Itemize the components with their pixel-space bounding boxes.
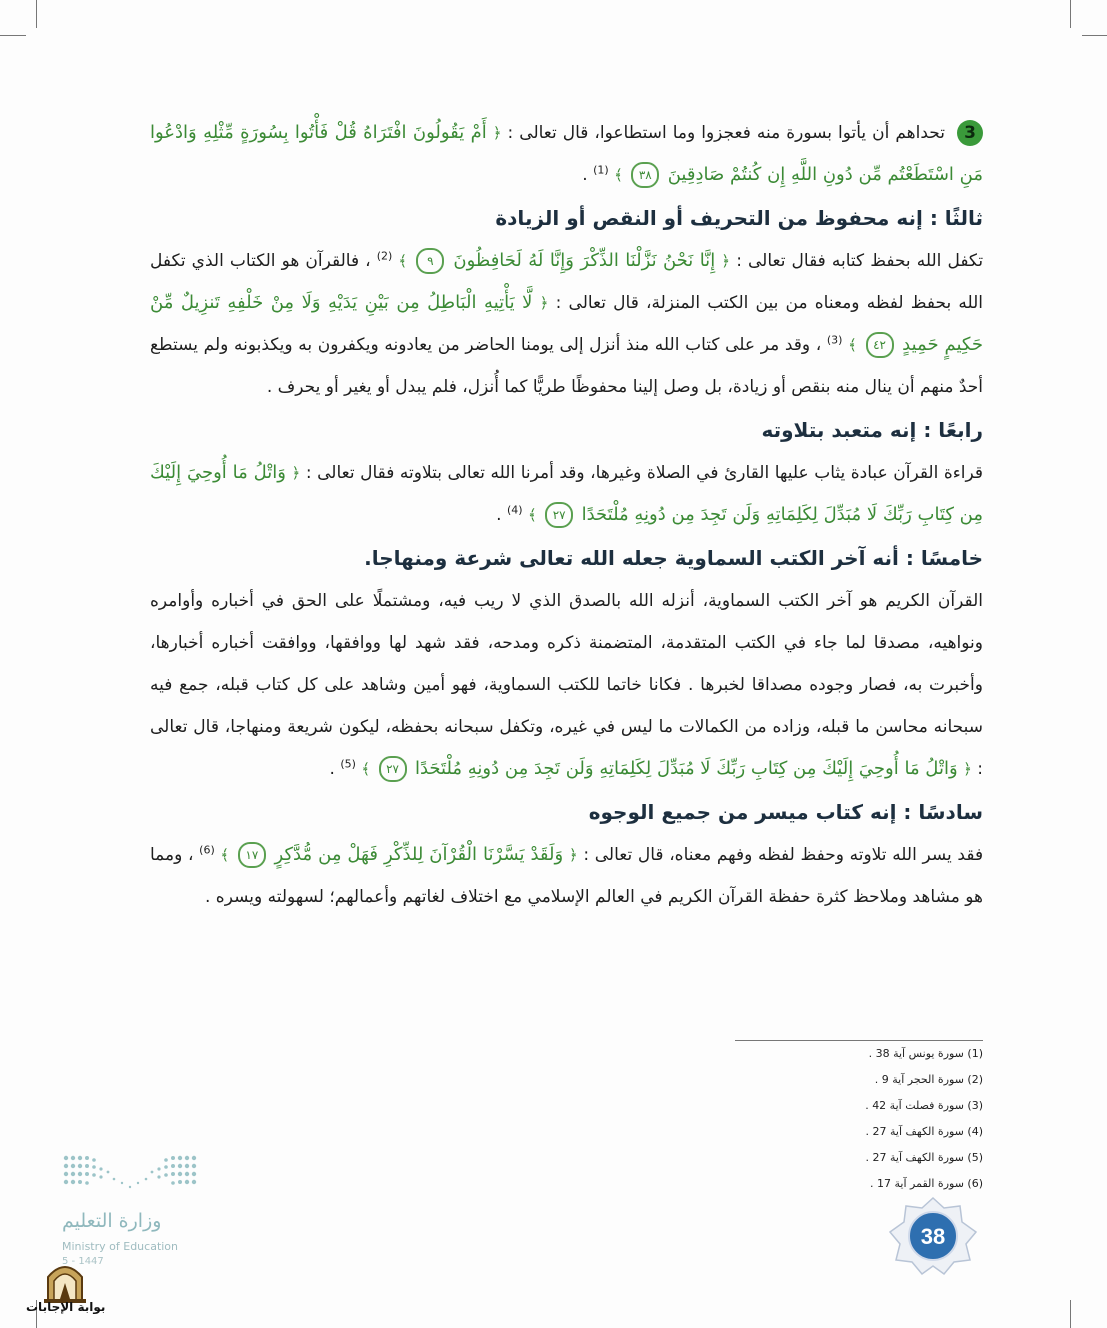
verse-bracket-open: ﴿: [539, 294, 549, 312]
verse-bracket-open: ﴿: [291, 464, 301, 482]
footnotes: [735, 1041, 983, 1197]
page-number-badge: [888, 1196, 978, 1276]
ministry-logo-dots-icon: [62, 1152, 198, 1200]
text: ، ومما هو مشاهد وملاحظ كثرة حفظة القرآن الكريم في العالم الإسلامي مع اختلاف لغاتهم وأعمالهم؛ لسهولته ويسره .: [150, 845, 983, 907]
text: فقد يسر الله تلاوته وحفظ لفظه وفهم معناه، قال تعالى :: [583, 845, 984, 865]
verse-bracket-close: ﴾: [614, 166, 623, 184]
footnote-ref: (2): [376, 249, 393, 263]
ministry-name-arabic: وزارة التعليم: [62, 1210, 162, 1232]
verse-bracket-open: ﴿: [568, 846, 578, 864]
text: تكفل الله بحفظ كتابه فقال تعالى :: [736, 251, 984, 271]
crop-mark: [36, 0, 37, 28]
crop-mark: [0, 35, 26, 36]
verse-number: ٤٢: [866, 332, 894, 358]
heading-fourth: رابعًا : إنه متعبد بتلاوته: [761, 418, 983, 442]
footnote-item: (1) سورة يونس آية 38 .: [868, 1047, 983, 1060]
quran-verse: إِنَّا نَحْنُ نَزَّلْنَا الذِّكْرَ وَإِنَّا لَهُ لَحَافِظُونَ: [453, 250, 716, 271]
text: القرآن الكريم هو آخر الكتب السماوية، أنزله الله بالصدق الذي لا ريب فيه، ومشتملًا على الحق في أخباره وأوامره ونواهيه، مصدقا لما جاء في الكتب المتقدمة، المتضمنة ذكره ومدحه، فقد شهد لها ووافقها، ووافقت أخباره أخبارها، وأخبرت به، فصار وجوده مصداقا لخبرها . فكانا خاتما للكتب السماوية، فهو أمين وشاهد على كل كتاب قبله، جمع فيه سبحانه محاسن ما قبله، وزاده من الكمالات ما ليس في غيره، وتكفل سبحانه بحفظه، ليكون شريعة ومنهاجا، قال تعالى :: [150, 591, 983, 779]
verse-bracket-open: ﴿: [492, 124, 502, 142]
footnote-item: (6) سورة القمر آية 17 .: [870, 1177, 983, 1190]
watermark-text: بوابة الإجابات: [26, 1300, 106, 1314]
footnote-ref: (3): [826, 333, 843, 347]
text: ، فالقرآن هو الكتاب الذي تكفل الله بحفظ لفظه ومعناه من بين الكتب المنزلة، قال تعالى :: [150, 251, 984, 313]
heading-third: ثالثًا : إنه محفوظ من التحريف أو النقص أو الزيادة: [495, 206, 983, 230]
quran-verse: وَاتْلُ مَا أُوحِيَ إِلَيْكَ مِن كِتَابِ رَبِّكَ لَا مُبَدِّلَ لِكَلِمَاتِهِ وَلَن تَجِدَ مِن دُونِهِ مُلْتَحَدًا: [414, 758, 958, 779]
verse-number: ١٧: [238, 842, 266, 868]
quran-verse: لَّا يَأْتِيهِ الْبَاطِلُ مِن بَيْنِ يَدَيْهِ وَلَا مِنْ خَلْفِهِ تَنزِيلٌ مِّنْ حَكِيمٍ حَمِيدٍ: [150, 292, 984, 355]
section3-intro: تحداهم أن يأتوا بسورة منه فعجزوا وما استطاعوا، قال تعالى :: [507, 123, 945, 143]
verse-bracket-open: ﴿: [963, 760, 972, 778]
verse-bracket-close: ﴾: [527, 506, 537, 524]
footnote-item: (3) سورة فصلت آية 42 .: [865, 1099, 983, 1112]
verse-bracket-close: ﴾: [220, 846, 230, 864]
page-number: 38: [920, 1224, 946, 1249]
quran-verse: وَلَقَدْ يَسَّرْنَا الْقُرْآنَ لِلذِّكْرِ فَهَلْ مِن مُّدَّكِرٍ: [274, 844, 564, 865]
verse-bracket-close: ﴾: [848, 336, 857, 354]
page-body: [150, 112, 983, 918]
quran-verse: أَمْ يَقُولُونَ افْتَرَاهُ قُلْ فَأْتُوا بِسُورَةٍ مِّثْلِهِ وَادْعُوا مَنِ اسْتَطَعْتُم مِّن دُونِ اللَّهِ إِن كُنتُمْ صَادِقِينَ: [150, 122, 983, 185]
verse-number: ٢٧: [379, 756, 407, 782]
verse-bracket-close: ﴾: [398, 252, 408, 270]
paragraph-fifth: [150, 580, 983, 790]
paragraph-section-3: [150, 112, 983, 196]
sentence-end: .: [329, 759, 335, 779]
sentence-end: .: [496, 505, 502, 525]
sentence-end: .: [582, 165, 588, 185]
text: قراءة القرآن عبادة يثاب عليها القارئ في الصلاة وغيرها، وقد أمرنا الله تعالى بتلاوته فقال تعالى :: [305, 463, 984, 483]
crop-mark: [1070, 0, 1071, 28]
crop-mark: [1082, 35, 1107, 36]
heading-fifth: خامسًا : أنه آخر الكتب السماوية جعله الله تعالى شرعة ومنهاجا.: [364, 546, 983, 570]
footnote-ref: (6): [199, 843, 215, 857]
verse-number: ٣٨: [631, 162, 659, 188]
edition-year: 5 - 1447: [62, 1256, 104, 1267]
footnote-ref: (5): [340, 757, 356, 771]
footnote-ref: (1): [593, 163, 609, 177]
footnote-item: (4) سورة الكهف آية 27 .: [865, 1125, 983, 1138]
text: ، وقد مر على كتاب الله منذ أنزل إلى يومنا الحاضر من يعادونه ويكفرون به ويكذبونه ولم يستطع أحدٌ منهم أن ينال منه بنقص أو زيادة، بل وصل إلينا محفوظًا طريًّا كما أُنزل، فلم يبدل أو يغير أو يحرف .: [150, 335, 983, 397]
paragraph-third: [150, 240, 983, 408]
verse-bracket-close: ﴾: [361, 760, 371, 778]
paragraph-fourth: [150, 452, 983, 536]
footnote-item: (5) سورة الكهف آية 27 .: [865, 1151, 983, 1164]
verse-number: ٢٧: [545, 502, 573, 528]
crop-mark: [1070, 1300, 1071, 1328]
verse-bracket-open: ﴿: [721, 252, 731, 270]
footnote-item: (2) سورة الحجر آية 9 .: [874, 1073, 983, 1086]
paragraph-sixth: [150, 834, 983, 918]
ministry-name-english: Ministry of Education: [62, 1240, 179, 1253]
item-number-badge: 3: [957, 120, 983, 146]
verse-number: ٩: [416, 248, 444, 274]
footnote-ref: (4): [506, 503, 523, 517]
heading-sixth: سادسًا : إنه كتاب ميسر من جميع الوجوه: [588, 800, 983, 824]
quran-verse: وَاتْلُ مَا أُوحِيَ إِلَيْكَ مِن كِتَابِ رَبِّكَ لَا مُبَدِّلَ لِكَلِمَاتِهِ وَلَن تَجِدَ مِن دُونِهِ مُلْتَحَدًا: [150, 462, 983, 525]
